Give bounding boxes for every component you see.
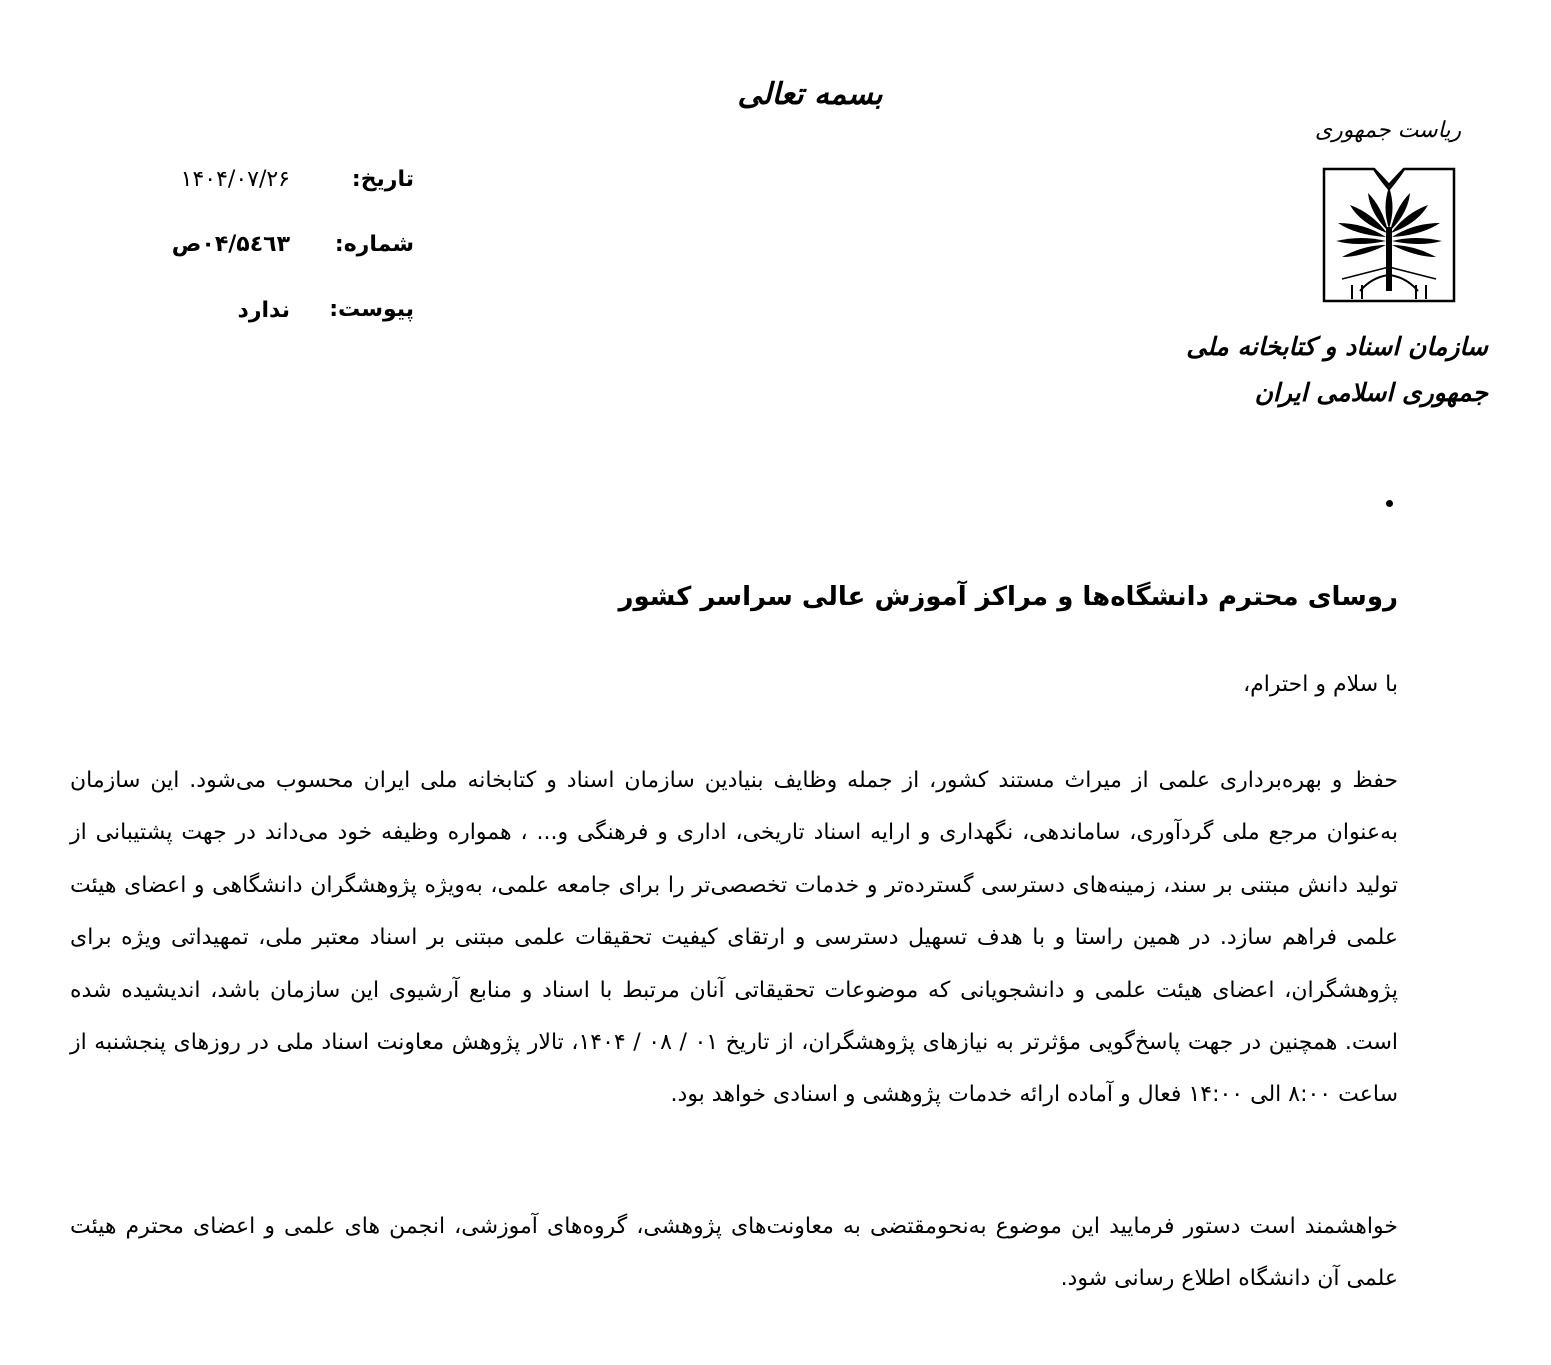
library-emblem-icon xyxy=(1322,167,1456,303)
presidency-caption: ریاست جمهوری xyxy=(1314,118,1462,143)
number-label: شماره: xyxy=(334,232,414,257)
organization-name-line1: سازمان اسناد و کتابخانه ملی xyxy=(1186,332,1488,361)
recipient-heading: روسای محترم دانشگاه‌ها و مراکز آموزش عالی سراسر کشور xyxy=(618,582,1398,612)
number-value: ۰۴/۵٤٦٣ص xyxy=(171,232,290,257)
attachment-value: ندارد xyxy=(237,298,290,323)
letter-body-paragraph: حفظ و بهره‌برداری علمی از میراث مستند کشور، از جمله وظایف بنیادین سازمان اسناد و کتابخانه ملی ایران محسوب می‌شود. این سازمان به‌عنوان مرجع ملی گردآوری، ساماندهی، نگهداری و ارایه اسناد تاریخی، اداری و فرهنگی و... ، همواره وظیفه خود می‌داند در جهت پشتیبانی از تولید دانش مبتنی بر سند، زمینه‌های دسترسی گسترده‌تر و خدمات تخصصی‌تر را برای جامعه علمی، به‌ویژه پژوهشگران دانشگاهی و اعضای هیئت علمی فراهم سازد. در همین راستا و با هدف تسهیل دسترسی و ارتقای کیفیت تحقیقات علمی مبتنی بر اسناد معتبر ملی، تمهیداتی ویژه برای پژوهشگران، اعضای هیئت علمی و دانشجویانی که موضوعات تحقیقاتی آنان مرتبط با اسناد و منابع آرشیوی این سازمان باشد، اندیشیده شده است. همچنین در جهت پاسخ‌گویی مؤثرتر به نیازهای پژوهشگران، از تاریخ ۰۱ / ۰۸ / ۱۴۰۴، تالار پژوهش معاونت اسناد ملی در روزهای پنجشنبه از ساعت ۸:۰۰ الی ۱۴:۰۰ فعال و آماده ارائه خدمات پژوهشی و اسنادی خواهد بود. xyxy=(70,768,1399,1108)
attachment-label: پیوست: xyxy=(329,297,414,322)
organization-logo xyxy=(1186,105,1488,425)
date-label: تاریخ: xyxy=(351,167,414,192)
letter-closing-paragraph: خواهشمند است دستور فرمایید این موضوع به‌نحومقتضی به معاونت‌های پژوهشی، گروه‌های آموزشی، انجمن های علمی و اعضای محترم هیئت علمی آن دانشگاه اطلاع رسانی شود. xyxy=(70,1214,1398,1291)
greeting-line: با سلام و احترام، xyxy=(1243,672,1398,697)
basmala-heading: بسمه تعالی xyxy=(737,77,883,112)
organization-name-line2: جمهوری اسلامی ایران xyxy=(1254,378,1488,407)
bullet-dot xyxy=(1386,500,1393,507)
date-value: ۱۴۰۴/۰۷/۲۶ xyxy=(180,167,290,192)
